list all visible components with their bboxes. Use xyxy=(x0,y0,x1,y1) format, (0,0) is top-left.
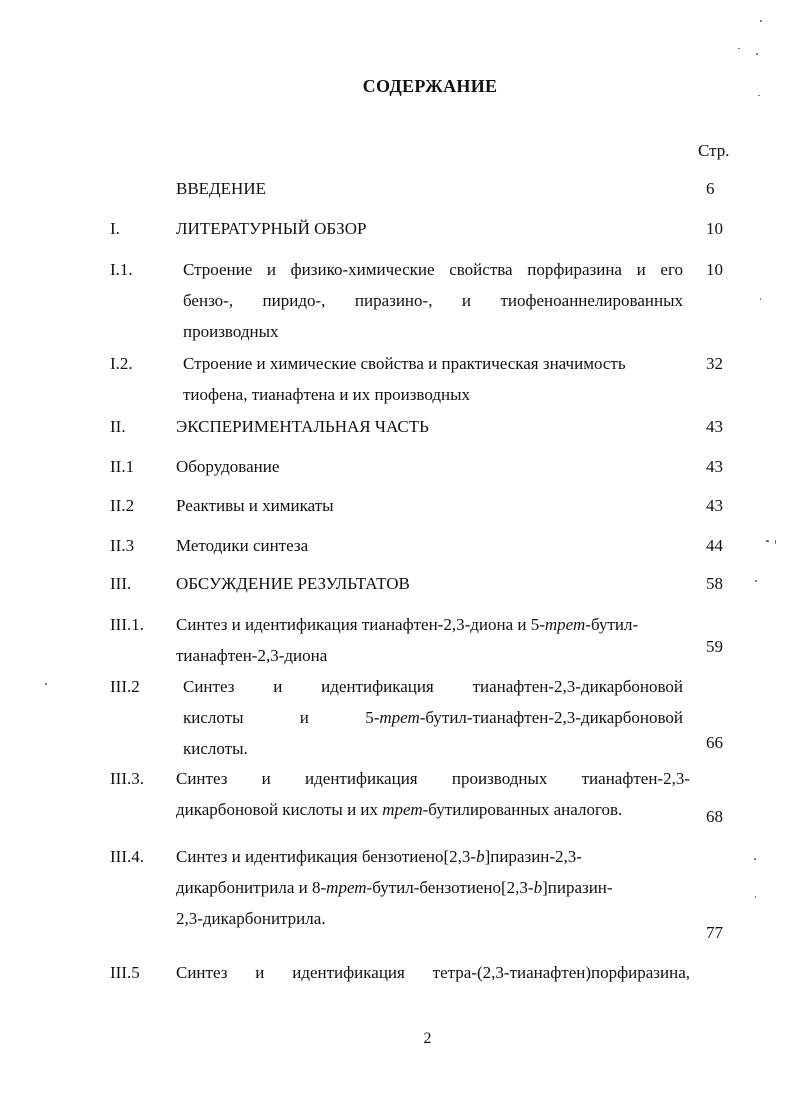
toc-entry-line: ОБСУЖДЕНИЕ РЕЗУЛЬТАТОВ xyxy=(176,574,410,593)
toc-entry-title xyxy=(176,841,690,934)
toc-entry-title xyxy=(176,213,690,244)
scan-speck xyxy=(45,683,47,685)
toc-entry-line: дикарбонитрила и 8-трет-бутил-бензотиено[2,3-b]пиразин- xyxy=(176,878,613,897)
toc-entry-line: ЭКСПЕРИМЕНТАЛЬНАЯ ЧАСТЬ xyxy=(176,417,429,436)
toc-entry-line: Оборудование xyxy=(176,457,280,476)
toc-entry-page: 68 xyxy=(706,807,723,826)
toc-entry-page: 43 xyxy=(706,457,723,476)
toc-entry-line: ЛИТЕРАТУРНЫЙ ОБЗОР xyxy=(176,219,367,238)
toc-entry-line: Синтез и идентификация производных тианафтен-2,3- xyxy=(176,769,690,788)
toc-entry-line: тианафтен-2,3-диона xyxy=(176,646,328,665)
toc-entry-number: III.5 xyxy=(110,963,140,982)
toc-entry-line: Методики синтеза xyxy=(176,536,309,555)
toc-entry-line: Синтез и идентификация тианафтен-2,3-диона и 5-трет-бутил- xyxy=(176,615,639,634)
toc-entry-line: Синтез и идентификация бензотиено[2,3-b]пиразин-2,3- xyxy=(176,847,582,866)
toc-entry-page: 10 xyxy=(706,219,723,238)
toc-entry-number: I. xyxy=(110,219,120,238)
toc-entry-line: Синтез и идентификация тианафтен-2,3-дикарбоновой xyxy=(183,677,683,696)
toc-entry-line: дикарбоновой кислоты и их трет-бутилированных аналогов. xyxy=(176,800,623,819)
toc-entry-number: III.3. xyxy=(110,769,144,788)
toc-entry-title xyxy=(176,173,690,204)
scan-speck xyxy=(754,858,756,860)
scan-speck xyxy=(755,896,756,898)
toc-entry-number: II.1 xyxy=(110,457,135,476)
toc-entry-number: III.1. xyxy=(110,615,144,634)
toc-entry-page: 43 xyxy=(706,417,723,436)
scan-speck xyxy=(756,53,758,55)
toc-entry-title xyxy=(183,671,683,764)
toc-entry-number: II. xyxy=(110,417,126,436)
toc-entry-title xyxy=(176,763,690,825)
toc-entry-title xyxy=(183,348,683,410)
toc-entry-page: 77 xyxy=(706,923,723,942)
toc-entry-line: Строение и химические свойства и практическая значимость xyxy=(183,354,626,373)
toc-entry-page: 66 xyxy=(706,733,723,752)
toc-entry-page: 43 xyxy=(706,496,723,515)
toc-entry-title xyxy=(176,568,690,599)
toc-entry-line: Реактивы и химикаты xyxy=(176,496,334,515)
toc-entry-title xyxy=(183,254,683,347)
toc-entry-number: III. xyxy=(110,574,132,593)
toc-entry-page: 10 xyxy=(706,260,723,279)
toc-entry-number: III.4. xyxy=(110,847,144,866)
toc-entry-line: бензо-, пиридо-, пиразино-, и тиофеноаннелированных xyxy=(183,291,683,310)
toc-entry-page: 59 xyxy=(706,637,723,656)
toc-entry-number: I.2. xyxy=(110,354,133,373)
toc-entry-line: ВВЕДЕНИЕ xyxy=(176,179,266,198)
toc-entry-line: тиофена, тианафтена и их производных xyxy=(183,385,471,404)
toc-entry-title xyxy=(176,957,690,988)
toc-entry-title xyxy=(176,490,690,521)
toc-entry-number: I.1. xyxy=(110,260,133,279)
scan-speck xyxy=(758,95,760,96)
scan-speck xyxy=(760,298,761,300)
toc-entry-title xyxy=(176,530,690,561)
toc-entry-number: II.2 xyxy=(110,496,135,515)
toc-entry-page: 58 xyxy=(706,574,723,593)
scan-speck xyxy=(755,580,757,582)
scan-speck xyxy=(766,540,769,542)
toc-entry-line: производных xyxy=(183,322,279,341)
toc-entry-page: 6 xyxy=(706,179,715,198)
scan-speck xyxy=(775,540,776,544)
toc-entry-line: кислоты. xyxy=(183,739,248,758)
toc-entry-title xyxy=(176,609,690,671)
page-column-header: Стр. xyxy=(698,141,730,160)
toc-entry-page: 44 xyxy=(706,536,723,555)
toc-entry-line: 2,3-дикарбонитрила. xyxy=(176,909,326,928)
page-title: СОДЕРЖАНИЕ xyxy=(362,76,498,96)
toc-entry-title xyxy=(176,451,690,482)
toc-entry-title xyxy=(176,411,690,442)
scan-speck xyxy=(738,48,740,49)
toc-entry-line: кислоты и 5-трет-бутил-тианафтен-2,3-дикарбоновой xyxy=(183,708,683,727)
toc-entry-line: Синтез и идентификация тетра-(2,3-тианафтен)порфиразина, xyxy=(176,963,690,982)
toc-entry-number: II.3 xyxy=(110,536,135,555)
toc-entry-number: III.2 xyxy=(110,677,140,696)
footer-page-number: 2 xyxy=(423,1030,432,1047)
toc-entry-line: Строение и физико-химические свойства порфиразина и его xyxy=(183,260,683,279)
toc-entry-page: 32 xyxy=(706,354,723,373)
scan-speck xyxy=(760,20,762,22)
